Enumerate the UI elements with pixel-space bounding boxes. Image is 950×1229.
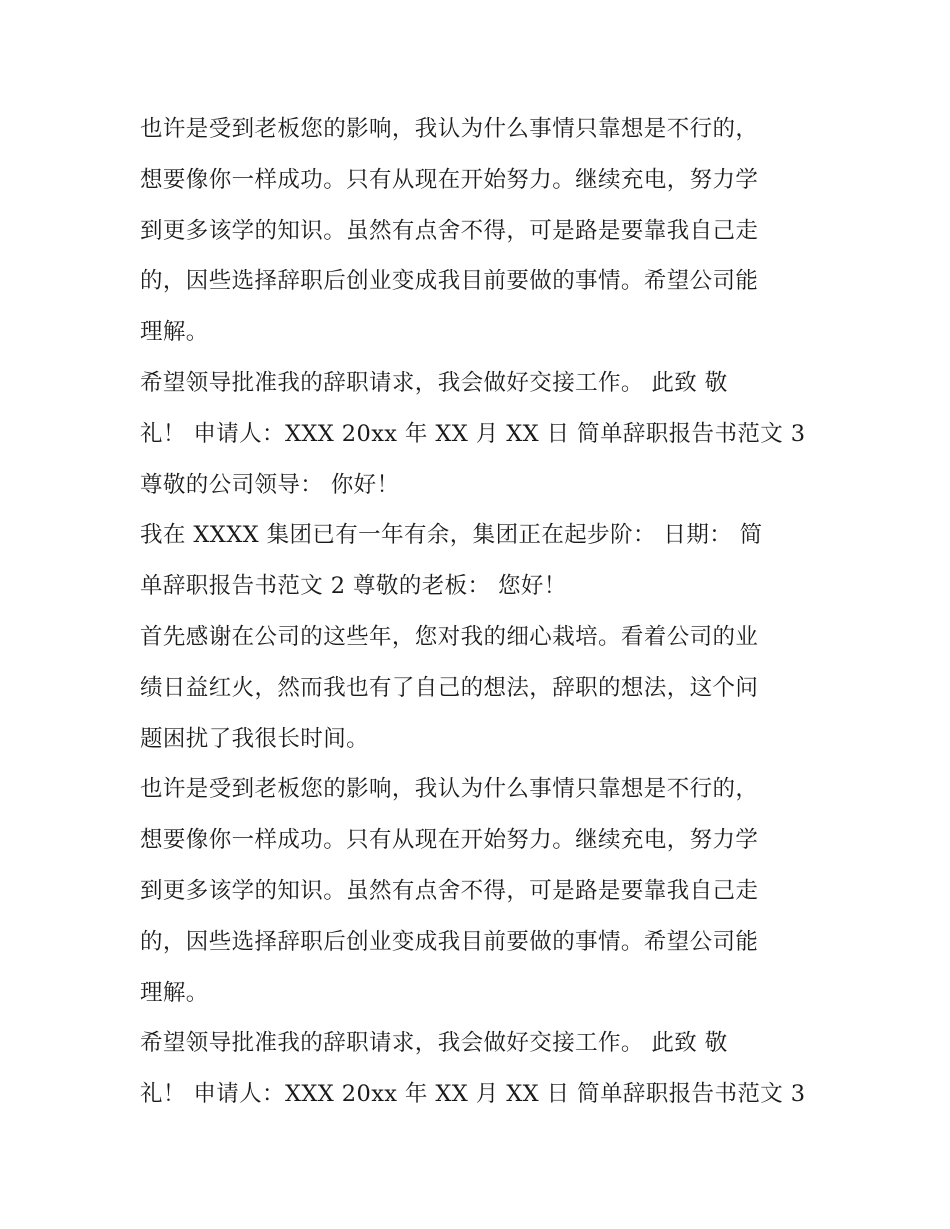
text-line: 希望领导批准我的辞职请求，我会做好交接工作。 此致 敬 — [140, 1030, 728, 1057]
text-line: 到更多该学的知识。虽然有点舍不得，可是路是要靠我自己走 — [140, 877, 759, 904]
text-line: 也许是受到老板您的影响，我认为什么事情只靠想是不行的， — [140, 116, 759, 142]
text-line: 理解。 — [140, 319, 209, 346]
text-line: 也许是受到老板您的影响，我认为什么事情只靠想是不行的， — [140, 776, 759, 803]
text-line: 想要像你一样成功。只有从现在开始努力。继续充电，努力学 — [140, 827, 759, 854]
text-line: 希望领导批准我的辞职请求，我会做好交接工作。 此致 敬 — [140, 369, 728, 396]
text-line: 我在 XXXX 集团已有一年有余，集团正在起步阶： 日期： 简 — [140, 522, 763, 549]
text-line: 到更多该学的知识。虽然有点舍不得，可是路是要靠我自己走 — [140, 217, 759, 244]
text-line: 想要像你一样成功。只有从现在开始努力。继续充电，努力学 — [140, 166, 759, 193]
text-line: 礼！ 申请人：XXX 20xx 年 XX 月 XX 日 简单辞职报告书范文 3 — [140, 420, 806, 447]
text-line: 礼！ 申请人：XXX 20xx 年 XX 月 XX 日 简单辞职报告书范文 3 — [140, 1081, 806, 1108]
text-line: 单辞职报告书范文 2 尊敬的老板： 您好！ — [140, 573, 567, 600]
text-line: 尊敬的公司领导： 你好！ — [140, 471, 400, 498]
text-line: 题困扰了我很长时间。 — [140, 725, 370, 752]
document-body — [140, 104, 820, 1120]
text-line: 的，因些选择辞职后创业变成我目前要做的事情。希望公司能 — [140, 928, 759, 955]
text-line: 绩日益红火，然而我也有了自己的想法，辞职的想法，这个问 — [140, 674, 759, 701]
text-line: 的，因些选择辞职后创业变成我目前要做的事情。希望公司能 — [140, 268, 759, 295]
text-line: 首先感谢在公司的这些年，您对我的细心栽培。看着公司的业 — [140, 623, 759, 650]
text-line: 理解。 — [140, 979, 209, 1006]
